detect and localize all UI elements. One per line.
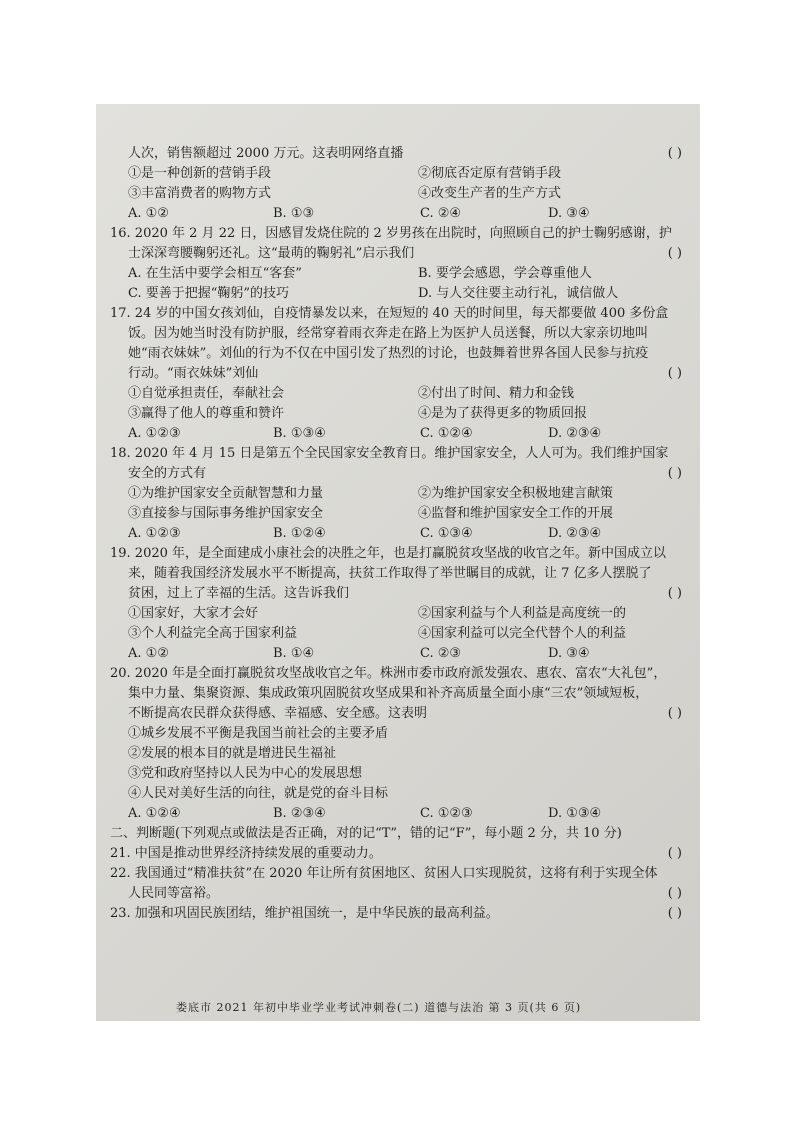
q20-opt2: ②发展的根本目的就是增进民生福祉 — [128, 746, 337, 761]
q18-opt3: ③直接参与国际事务维护国家安全 — [128, 506, 324, 521]
q19-line3-text: 贫困，过上了幸福的生活。这告诉我们 — [128, 586, 350, 601]
q20-opt3: ③党和政府坚持以人民为中心的发展思想 — [128, 766, 363, 781]
q15-stem — [128, 144, 688, 164]
q19-choices — [128, 644, 688, 664]
q19-choice-a: A. ①② — [128, 646, 169, 661]
q18-opt4: ④监督和维护国家安全工作的开展 — [418, 506, 614, 521]
q16-line2-text: 士深深弯腰鞠躬还礼。这“最萌的鞠躬礼”启示我们 — [128, 246, 415, 261]
q21-text: 21. 中国是推动世界经济持续发展的重要动力。 — [110, 846, 382, 861]
q15-choice-b: B. ①③ — [273, 206, 315, 221]
answer-bracket: ( ) — [667, 246, 682, 261]
q15-choices — [128, 204, 688, 224]
q16-line2 — [128, 244, 688, 264]
q18-line1: 18. 2020 年 4 月 15 日是第五个全民国家安全教育日。维护国家安全，人人可为。我们维护国家 — [110, 446, 669, 461]
q15-choice-c: C. ②④ — [420, 206, 462, 221]
answer-bracket: ( ) — [667, 586, 682, 601]
q17-opt1: ①自觉承担责任，奉献社会 — [128, 386, 285, 401]
answer-bracket: ( ) — [667, 886, 682, 901]
q19-opt3: ③个人利益完全高于国家利益 — [128, 626, 298, 641]
q19-opt2: ②国家利益与个人利益是高度统一的 — [418, 606, 627, 621]
q19-choice-c: C. ②③ — [420, 646, 462, 661]
q17-opt2: ②付出了时间、精力和金钱 — [418, 386, 575, 401]
q20-choice-a: A. ①②④ — [128, 806, 181, 821]
q18-choice-d: D. ②③④ — [548, 526, 602, 541]
q18-line2 — [128, 464, 688, 484]
q17-choice-c: C. ①②④ — [420, 426, 473, 441]
q20-choice-c: C. ①②③ — [420, 806, 473, 821]
answer-bracket: ( ) — [667, 146, 682, 161]
q20-line1: 20. 2020 年是全面打赢脱贫攻坚战收官之年。株洲市委市政府派发强农、惠农、富农“大礼包”， — [110, 666, 667, 681]
q18-options-row2 — [128, 504, 688, 524]
answer-bracket: ( ) — [667, 906, 682, 921]
exam-page-photo — [96, 104, 700, 1021]
q15-choice-d: D. ③④ — [548, 206, 590, 221]
q23-text: 23. 加强和巩固民族团结，维护祖国统一，是中华民族的最高利益。 — [110, 906, 499, 921]
q15-options-row1 — [128, 164, 688, 184]
q18-opt2: ②为维护国家安全积极地建言献策 — [418, 486, 614, 501]
q15-opt2: ②彻底否定原有营销手段 — [418, 166, 562, 181]
q16-choice-c: C. 要善于把握“鞠躬”的技巧 — [128, 286, 290, 301]
q18-opt1: ①为维护国家安全贡献智慧和力量 — [128, 486, 324, 501]
q19-line3 — [128, 584, 688, 604]
q15-options-row2 — [128, 184, 688, 204]
section-judgement-heading: 二、判断题(下列观点或做法是否正确，对的记“T”，错的记“F”，每小题 2 分，共 10 分) — [110, 826, 622, 841]
answer-bracket: ( ) — [667, 706, 682, 721]
q16-choices-row2 — [128, 284, 688, 304]
q16-line1: 16. 2020 年 2 月 22 日，因感冒发烧住院的 2 岁男孩在出院时，向照顾自己的护士鞠躬感谢，护 — [110, 226, 672, 241]
answer-bracket: ( ) — [667, 846, 682, 861]
q17-line3: 她“雨衣妹妹”。刘仙的行为不仅在中国引发了热烈的讨论，也鼓舞着世界各国人民参与抗疫 — [128, 346, 649, 361]
q17-opt3: ③赢得了他人的尊重和赞许 — [128, 406, 285, 421]
q18-choice-c: C. ①③④ — [420, 526, 473, 541]
q19-opt4: ④国家利益可以完全代替个人的利益 — [418, 626, 627, 641]
q20-line3-text: 不断提高农民群众获得感、幸福感、安全感。这表明 — [128, 706, 428, 721]
q16-choices-row1 — [128, 264, 688, 284]
answer-bracket: ( ) — [667, 366, 682, 381]
q20-opt1: ①城乡发展不平衡是我国当前社会的主要矛盾 — [128, 726, 389, 741]
q20-choices — [128, 804, 688, 824]
q16-choice-d: D. 与人交往要主动行礼，诚信做人 — [418, 286, 619, 301]
q15-opt4: ④改变生产者的生产方式 — [418, 186, 562, 201]
q17-line4 — [128, 364, 688, 384]
q18-line2-text: 安全的方式有 — [128, 466, 207, 481]
q19-opt1: ①国家好，大家才会好 — [128, 606, 259, 621]
q18-choice-b: B. ①②④ — [273, 526, 326, 541]
q22-line2 — [128, 884, 688, 904]
q20-line3 — [128, 704, 688, 724]
q15-choice-a: A. ①② — [128, 206, 169, 221]
q16-choice-b: B. 要学会感恩，学会尊重他人 — [418, 266, 592, 281]
q17-choice-b: B. ①③④ — [273, 426, 326, 441]
q18-options-row1 — [128, 484, 688, 504]
q15-stem-text: 人次，销售额超过 2000 万元。这表明网络直播 — [128, 146, 404, 161]
q18-choices — [128, 524, 688, 544]
q17-opt4: ④是为了获得更多的物质回报 — [418, 406, 588, 421]
q17-line2: 饭。因为她当时没有防护服，经常穿着雨衣奔走在路上为医护人员送餐，所以大家亲切地叫 — [128, 326, 649, 341]
q20-choice-d: D. ①③④ — [548, 806, 602, 821]
q17-line1: 17. 24 岁的中国女孩刘仙，自疫情暴发以来，在短短的 40 天的时间里，每天都要做 400 多份盒 — [110, 306, 669, 321]
q17-options-row1 — [128, 384, 688, 404]
q21 — [110, 844, 688, 864]
q17-options-row2 — [128, 404, 688, 424]
q15-opt3: ③丰富消费者的购物方式 — [128, 186, 272, 201]
q20-choice-b: B. ②③④ — [273, 806, 326, 821]
q17-line4-text: 行动。“雨衣妹妹”刘仙 — [128, 366, 259, 381]
exam-content — [110, 144, 688, 924]
q17-choice-a: A. ①②③ — [128, 426, 181, 441]
q20-opt4: ④人民对美好生活的向往，就是党的奋斗目标 — [128, 786, 389, 801]
q17-choice-d: D. ②③④ — [548, 426, 602, 441]
q22-line2-text: 人民同等富裕。 — [128, 886, 220, 901]
q17-choices — [128, 424, 688, 444]
q18-choice-a: A. ①②③ — [128, 526, 181, 541]
page-footer: 娄底市 2021 年初中毕业学业考试冲刺卷(二) 道德与法治 第 3 页(共 6 页) — [176, 1001, 582, 1014]
q19-line1: 19. 2020 年，是全面建成小康社会的决胜之年，也是打赢脱贫攻坚战的收官之年。新中国成立以 — [110, 546, 667, 561]
q23 — [110, 904, 688, 924]
q19-options-row2 — [128, 624, 688, 644]
q22-line1: 22. 我国通过“精准扶贫”在 2020 年让所有贫困地区、贫困人口实现脱贫，这将有利于实现全体 — [110, 866, 658, 881]
q19-choice-b: B. ①④ — [273, 646, 315, 661]
answer-bracket: ( ) — [667, 466, 682, 481]
q19-choice-d: D. ③④ — [548, 646, 590, 661]
q19-options-row1 — [128, 604, 688, 624]
q20-line2: 集中力量、集聚资源、集成政策巩固脱贫攻坚成果和补齐高质量全面小康“三农”领域短板， — [128, 686, 649, 701]
q15-opt1: ①是一种创新的营销手段 — [128, 166, 272, 181]
q19-line2: 来，随着我国经济发展水平不断提高，扶贫工作取得了举世瞩目的成就，让 7 亿多人摆脱了 — [128, 566, 652, 581]
q16-choice-a: A. 在生活中要学会相互“客套” — [128, 266, 302, 281]
